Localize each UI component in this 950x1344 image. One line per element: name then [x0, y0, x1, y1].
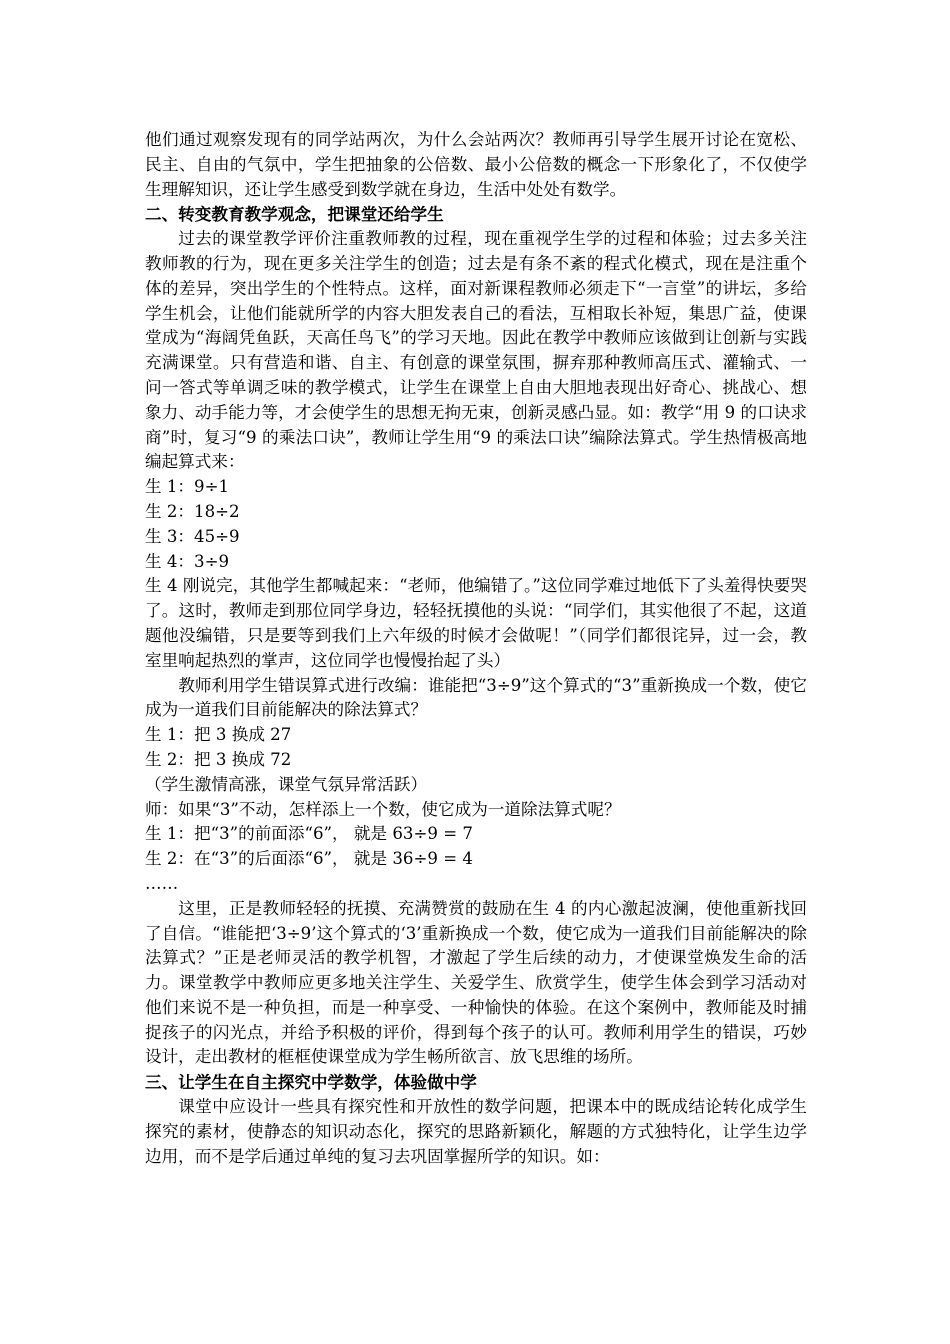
- student-answer-line: 生 2：把 3 换成 72: [145, 749, 292, 769]
- student-answer-line: 生 4：3÷9: [145, 551, 230, 571]
- student-answer-line: 生 1：把“3”的前面添“6”， 就是 63÷9 = 7: [145, 824, 473, 844]
- document-page: [145, 128, 807, 1169]
- paragraph-teacher-adapt: 教师利用学生错误算式进行改编：谁能把“3÷9”这个算式的“3”重新换成一个数，使它成为一道我们目前能解决的除法算式？: [145, 675, 807, 720]
- ellipsis-line: ……: [145, 873, 179, 893]
- paragraph-inquiry: 课堂中应设计一些具有探究性和开放性的数学问题，把课本中的既成结论转化成学生探究的素材，使静态的知识动态化，探究的思路新颖化，解题的方式独特化，让学生边学边用，而不是学后通过单纯的复习去巩固掌握所学的知识。如：: [145, 1097, 807, 1166]
- section-heading-2: 二、转变教育教学观念，把课堂还给学生: [145, 204, 444, 225]
- paragraph-classroom-concept: 过去的课堂教学评价注重教师教的过程，现在重视学生学的过程和体验；过去多关注教师教的行为，现在更多关注学生的创造；过去是有条不紊的程式化模式，现在是注重个体的差异，突出学生的个性特点。这样，面对新课程教师必须走下“一言堂”的讲坛，多给学生机会，让他们能就所学的内容大胆发表自己的看法，互相取长补短，集思广益，使课堂成为“海阔凭鱼跃，天高任鸟飞”的学习天地。因此在教学中教师应该做到让创新与实践充满课堂。只有营造和谐、自主、有创意的课堂氛围，摒弃那种教师高压式、灌输式、一问一答式等单调乏味的教学模式，让学生在课堂上自由大胆地表现出好奇心、挑战心、想象力、动手能力等，才会使学生的思想无拘无束，创新灵感凸显。如：教学“用 9 的口诀求商”时，复习“9 的乘法口诀”，教师让学生用“9 的乘法口诀”编除法算式。学生热情极高地编起算式来：: [145, 229, 807, 472]
- student-answer-line: 生 2：在“3”的后面添“6”， 就是 36÷9 = 4: [145, 849, 473, 869]
- student-answer-line: 生 1：把 3 换成 27: [145, 725, 292, 745]
- paragraph-student4-story: 生 4 刚说完，其他学生都喊起来：“老师，他编错了。”这位同学难过地低下了头羞得快要哭了。这时，教师走到那位同学身边，轻轻抚摸他的头说：“同学们，其实他很了不起，这道题他没编错，只是要等到我们上六年级的时候才会做呢！”（同学们都很诧异，过一会，教室里响起热烈的掌声，这位同学也慢慢抬起了头）: [145, 576, 807, 670]
- classroom-note-line: （学生激情高涨，课堂气氛异常活跃）: [145, 774, 428, 794]
- section-heading-3: 三、让学生在自主探究中学数学，体验做中学: [145, 1072, 477, 1093]
- student-answer-line: 生 1：9÷1: [145, 477, 230, 497]
- student-answer-line: 生 3：45÷9: [145, 526, 240, 546]
- paragraph-intro: 他们通过观察发现有的同学站两次，为什么会站两次？教师再引导学生展开讨论在宽松、民主、自由的气氛中，学生把抽象的公倍数、最小公倍数的概念一下形象化了，不仅使学生理解知识，还让学生感受到数学就在身边，生活中处处有数学。: [145, 130, 807, 199]
- student-answer-line: 生 2：18÷2: [145, 501, 240, 521]
- paragraph-reflection: 这里，正是教师轻轻的抚摸、充满赞赏的鼓励在生 4 的内心激起波澜，使他重新找回了自信。“谁能把‘3÷9’这个算式的‘3’重新换成一个数，使它成为一道我们目前能解决的除法算式？”正是老师灵活的教学机智，才激起了学生后续的动力，才使课堂焕发生命的活力。课堂教学中教师应更多地关注学生、关爱学生、欣赏学生，使学生体会到学习活动对他们来说不是一种负担，而是一种享受、一种愉快的体验。在这个案例中，教师能及时捕捉孩子的闪光点，并给予积极的评价，得到每个孩子的认可。教师利用学生的错误，巧妙设计，走出教材的框框使课堂成为学生畅所欲言、放飞思维的场所。: [145, 898, 807, 1067]
- teacher-question-line: 师：如果“3”不动，怎样添上一个数，使它成为一道除法算式呢？: [145, 799, 621, 819]
